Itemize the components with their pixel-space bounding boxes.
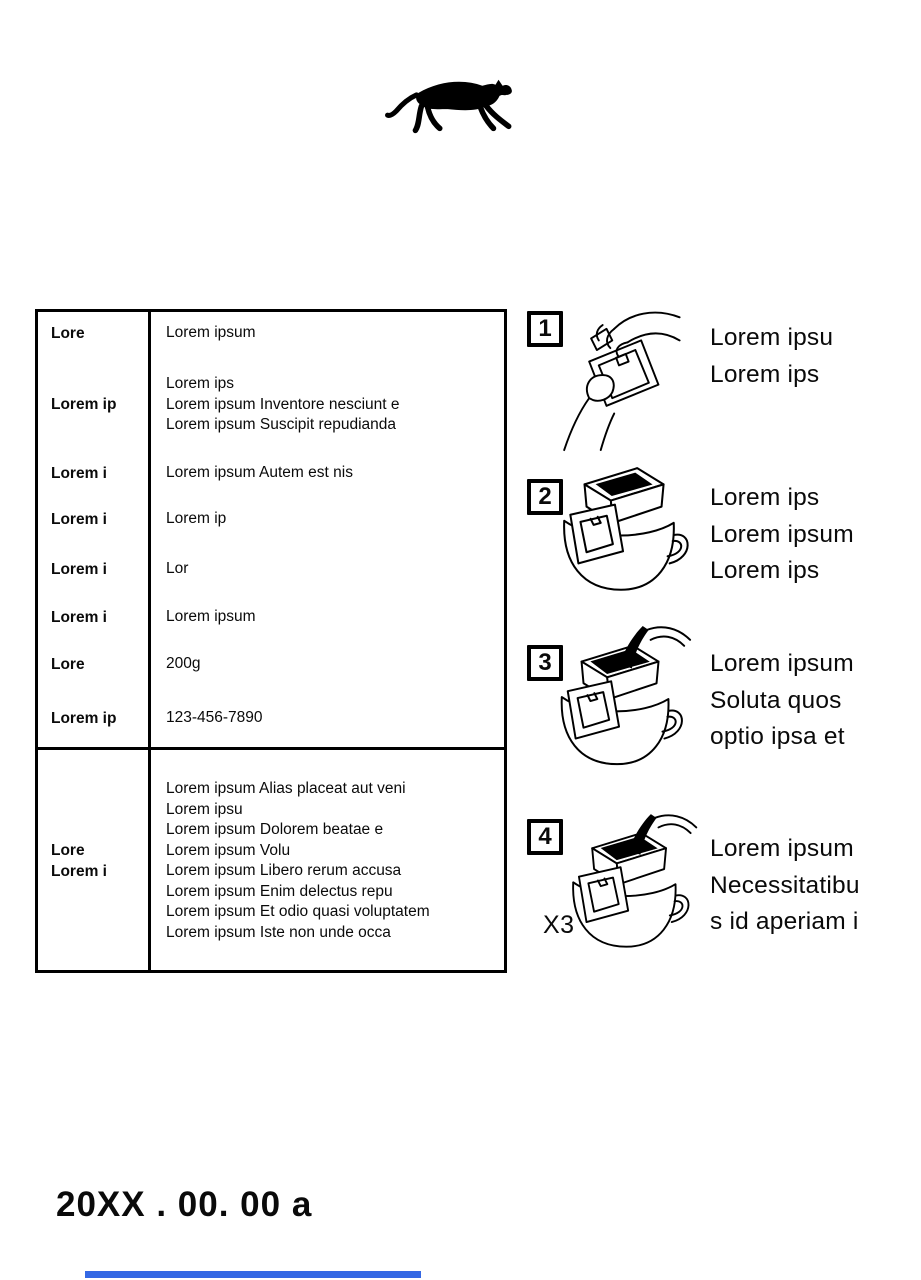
spec-label: Lore (51, 656, 85, 673)
step-number-box: 2 (527, 479, 563, 515)
spec-value: Lorem ipsum (166, 324, 256, 341)
spec-value-line: Lorem ipsum Libero rerum accusa (166, 862, 402, 879)
spec-label: Lorem i (51, 465, 107, 482)
step-text-line: Lorem ips (710, 484, 820, 511)
spec-value-line: Lorem ipsum Dolorem beatae e (166, 821, 384, 838)
spec-label: Lorem i (51, 561, 107, 578)
spec-label: Lorem ip (51, 710, 117, 727)
spec-value-line: Lorem ipsu (166, 800, 243, 818)
step-text-line: s id aperiam i (710, 908, 859, 936)
footer-accent-bar (85, 1271, 421, 1278)
date-code: 20XX . 00. 00 a (56, 1185, 313, 1224)
spec-label: Lorem i (51, 511, 107, 528)
spec-label: Lore (51, 325, 85, 342)
step-number-box: 3 (527, 645, 563, 681)
pour-water-icon (560, 806, 702, 970)
step-text-line: Lorem ips (710, 360, 820, 388)
table-section-divider (38, 747, 504, 750)
spec-value-line: Lorem ips (166, 375, 235, 392)
step-text-line: Lorem ipsum (710, 650, 854, 677)
step-text-line: Lorem ipsum (710, 520, 854, 548)
spec-value-line: Lorem ipsum Et odio quasi voluptatem (166, 903, 430, 920)
step-text-line: Lorem ips (710, 557, 820, 585)
spec-table (35, 309, 507, 973)
spec-value-line: Lorem ipsum Alias placeat aut veni (166, 780, 406, 797)
table-column-divider (148, 312, 151, 970)
spec-value-line: Lorem ipsum Inventore nesciunt e (166, 395, 400, 413)
spec-value-line: Lorem ipsum Volu (166, 841, 291, 859)
step-number-box: 1 (527, 311, 563, 347)
spec-value: 123-456-7890 (166, 709, 263, 726)
spec-label (51, 840, 107, 882)
repeat-count-label: X3 (543, 911, 575, 939)
step-text-line: optio ipsa et (710, 723, 845, 751)
step-text-line: Lorem ipsum (710, 835, 854, 862)
step-text-line: Necessitatibu (710, 871, 860, 899)
spec-value-line: Lorem ipsum Iste non unde occa (166, 923, 391, 941)
spec-value-line: Lorem ipsum Enim delectus repu (166, 882, 393, 900)
step-text (710, 646, 854, 756)
spec-value-line: Lorem ipsum Suscipit repudianda (166, 416, 397, 433)
spec-label-line: Lorem i (51, 863, 107, 880)
spec-label-line: Lore (51, 842, 85, 859)
tear-open-sachet-icon (553, 300, 685, 452)
spec-value (166, 779, 430, 943)
drip-bag-on-cup-icon (550, 458, 692, 608)
spec-value: 200g (166, 655, 201, 672)
spec-value: Lorem ipsum Autem est nis (166, 464, 353, 481)
pour-water-icon (548, 622, 696, 784)
spec-label: Lorem i (51, 609, 107, 626)
spec-value: Lorem ipsum (166, 608, 256, 625)
step-text (710, 480, 854, 590)
step-text-line: Soluta quos (710, 686, 842, 714)
cheetah-logo (383, 62, 535, 142)
spec-value: Lor (166, 560, 189, 577)
spec-label: Lorem ip (51, 396, 117, 413)
step-text-line: Lorem ipsu (710, 324, 834, 351)
step-text (710, 831, 860, 941)
spec-value: Lorem ip (166, 510, 227, 527)
spec-value (166, 374, 399, 436)
step-number-box: 4 (527, 819, 563, 855)
step-text (710, 320, 833, 393)
